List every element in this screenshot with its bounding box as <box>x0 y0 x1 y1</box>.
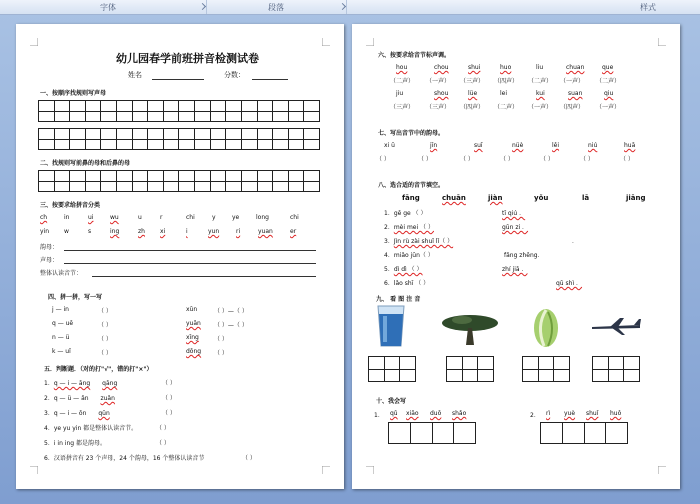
pinyin-item: er <box>290 228 297 235</box>
pinyin-item: w <box>64 228 69 235</box>
fill-item: 6．lǎo shī （ ） <box>384 280 430 287</box>
pinyin-item: i <box>186 228 188 235</box>
initials-answer-line[interactable] <box>64 263 316 264</box>
section-3-heading: 三、按要求给拼音分类 <box>40 202 101 209</box>
whole-syllables-label: 整体认读音节： <box>40 270 83 277</box>
document-page-right[interactable]: 六、按要求给音节标声调。 hou chou shui huo liu chuan que （二声） （一声） （三声） （四声） （二声） （一声） （二声） jiu shou lüe lei kui suan qiu （三声） （三声） （四声） （二声） （一声） （四声） （一声） 七、写出音节中的韵母。 xi ū jīn suī nüè lěi niú huā （ ） （ ） （ ） （ ） （ ） （ ） （ ） 八、选合适的音节填空。 fāng chuān jiàn yǒu lā jiāng 1．gē ge （ ） 2．mèi mei （ ） 3．Jìn rù zài shuǐ lǐ（ ） 4．miǎo jūn（ ） 5．dì dì （ ） 6．lǎo shī （ ） tī qiú ． gūn zi ． ． fǎng zhēng． zhí jiā ． qū shì ． 九、 看 图 注 音 十、我会写 1． qǔ xiāo duō shǎo 2． rì yuè shuǐ huǒ <box>352 24 680 489</box>
fill-item-suffix: qū shì ． <box>556 280 583 287</box>
fill-item-suffix: ． <box>572 238 579 245</box>
pinyin-item: chi <box>186 214 195 221</box>
ribbon-group-paragraph[interactable]: 段落 <box>268 3 284 12</box>
ribbon-group-styles[interactable]: 样式 <box>640 3 656 12</box>
corner-mark-icon <box>366 38 374 46</box>
finals-label: 韵母： <box>40 244 59 251</box>
pinyin-answer-grid[interactable] <box>522 356 570 382</box>
answer-paren[interactable]: （ ） <box>162 380 176 387</box>
pinyin-answer-grid[interactable] <box>446 356 494 382</box>
answer-paren[interactable]: （ ） <box>242 455 256 462</box>
document-page-left[interactable] <box>16 24 344 489</box>
judge-item: 2．q — ü — ǎn zuǎn <box>44 395 115 402</box>
corner-mark-icon <box>366 466 374 474</box>
pinyin-item: ye <box>232 214 240 221</box>
section-5-heading: 五．判断题．（对的打"√"，错的打"×"） <box>44 366 153 373</box>
section-10-heading: 十、我会写 <box>376 398 407 405</box>
corner-mark-icon <box>30 38 38 46</box>
whole-syllables-answer-line[interactable] <box>92 276 316 277</box>
answer-paren[interactable]: （ ） <box>98 336 112 343</box>
corner-mark-icon <box>658 38 666 46</box>
answer-paren[interactable]: （ ） <box>162 410 176 417</box>
pinyin-answer-grid[interactable] <box>368 356 416 382</box>
section-6-heading: 六、按要求给音节标声调。 <box>378 52 451 59</box>
fill-item: 2．mèi mei （ ） <box>384 224 434 231</box>
answer-paren[interactable]: （ ） <box>98 308 112 315</box>
ribbon-group-bar <box>0 0 700 15</box>
pinyin-item: wu <box>110 214 119 221</box>
spell-item-left: q — uē <box>52 320 74 327</box>
spell-item-left: k — uǐ <box>52 348 71 355</box>
answer-paren[interactable]: （ ） <box>162 395 176 402</box>
spell-item-right: yuān <box>186 320 201 327</box>
cabbage-icon <box>530 306 562 348</box>
pinyin-item: zh <box>138 228 145 235</box>
spell-item-right: xūn <box>186 306 198 313</box>
judge-item: 6．汉语拼音有 23 个声母，24 个韵母，16 个整体认读音节 <box>44 455 205 462</box>
name-blank[interactable] <box>152 79 204 80</box>
pinyin-item: u <box>138 214 142 221</box>
pinyin-item: yuan <box>258 228 273 235</box>
spell-item-right: dōng <box>186 348 202 355</box>
character-writing-boxes[interactable] <box>388 422 476 444</box>
fill-item-suffix: tī qiú ． <box>502 210 526 217</box>
pinyin-item: long <box>256 214 269 221</box>
pinyin-item: ri <box>236 228 241 235</box>
score-label: 分数： <box>224 71 245 79</box>
ribbon-group-font[interactable]: 字体 <box>100 3 116 12</box>
judge-item: 5．i in ing 都是韵母。 <box>44 440 106 447</box>
fill-item: 1．gē ge （ ） <box>384 210 427 217</box>
score-blank[interactable] <box>252 79 288 80</box>
answer-paren[interactable]: （ ） <box>156 440 170 447</box>
pinyin-item: ch <box>40 214 48 221</box>
pinyin-item: xi <box>160 228 166 235</box>
section-7-heading: 七、写出音节中的韵母。 <box>378 130 445 137</box>
answer-paren[interactable]: （ ） <box>98 322 112 329</box>
answer-paren[interactable]: （ ） <box>98 350 112 357</box>
corner-mark-icon <box>322 466 330 474</box>
pinyin-item: r <box>160 214 163 221</box>
font-dialog-launcher-icon[interactable] <box>206 0 207 14</box>
fill-item: 4．miǎo jūn（ ） <box>384 252 434 259</box>
fill-item-suffix: gūn zi ． <box>502 224 529 231</box>
section-1-heading: 一、按顺序找规则写声母 <box>40 90 107 97</box>
judge-item: 3．q — i — ōn qūn <box>44 410 110 417</box>
spell-item-left: j — in <box>52 306 69 313</box>
answer-paren[interactable]: （ ） <box>214 336 228 343</box>
tree-icon <box>440 314 500 346</box>
corner-mark-icon <box>658 466 666 474</box>
section-8-heading: 八、选合适的音节填空。 <box>378 182 445 189</box>
corner-mark-icon <box>322 38 330 46</box>
paragraph-dialog-launcher-icon[interactable] <box>346 0 347 14</box>
writing-grid-2[interactable] <box>38 128 320 150</box>
answer-paren-pair[interactable]: （ ）—（ ） <box>214 322 248 329</box>
section-4-heading: 四、拼一拼，写一写 <box>48 294 103 301</box>
fill-item: 5．dì dì （ ） <box>384 266 423 273</box>
fill-item-suffix: zhí jiā ． <box>502 266 528 273</box>
answer-paren[interactable]: （ ） <box>214 350 228 357</box>
pinyin-item: yun <box>208 228 220 235</box>
finals-answer-line[interactable] <box>64 250 316 251</box>
spell-item-left: n — ü <box>52 334 70 341</box>
section-9-heading: 九、 看 图 注 音 <box>376 296 421 303</box>
spell-item-right: xīng <box>186 334 199 341</box>
pinyin-item: ing <box>110 228 120 235</box>
fill-item: 3．Jìn rù zài shuǐ lǐ（ ） <box>384 238 454 245</box>
write-item-1-number: 1． <box>374 412 384 419</box>
writing-grid-1[interactable] <box>38 100 320 122</box>
pinyin-item: y <box>212 214 216 221</box>
pinyin-item: in <box>64 214 70 221</box>
character-writing-boxes[interactable] <box>540 422 628 444</box>
pinyin-item: chi <box>290 214 299 221</box>
pinyin-item: s <box>88 228 92 235</box>
section-2-heading: 二、找规则写前鼻的母和后鼻的母 <box>40 160 131 167</box>
corner-mark-icon <box>30 466 38 474</box>
initials-label: 声母： <box>40 257 59 264</box>
airplane-icon <box>590 316 642 336</box>
judge-item: 4．ye yu yin 都是整体认读音节。 <box>44 425 138 432</box>
answer-paren[interactable]: （ ） <box>156 425 170 432</box>
page-title: 幼儿园春学前班拼音检测试卷 <box>116 52 259 65</box>
pinyin-item: yin <box>40 228 50 235</box>
name-label: 姓名 <box>128 71 142 79</box>
fill-item-suffix: fǎng zhēng． <box>504 252 544 259</box>
write-item-2-number: 2． <box>530 412 540 419</box>
writing-grid-3[interactable] <box>38 170 320 192</box>
answer-paren-pair[interactable]: （ ）—（ ） <box>214 308 248 315</box>
glass-of-water-icon <box>374 304 408 348</box>
pinyin-item: ui <box>88 214 94 221</box>
pinyin-answer-grid[interactable] <box>592 356 640 382</box>
judge-item: 1．q — i — āng qāng <box>44 380 118 387</box>
